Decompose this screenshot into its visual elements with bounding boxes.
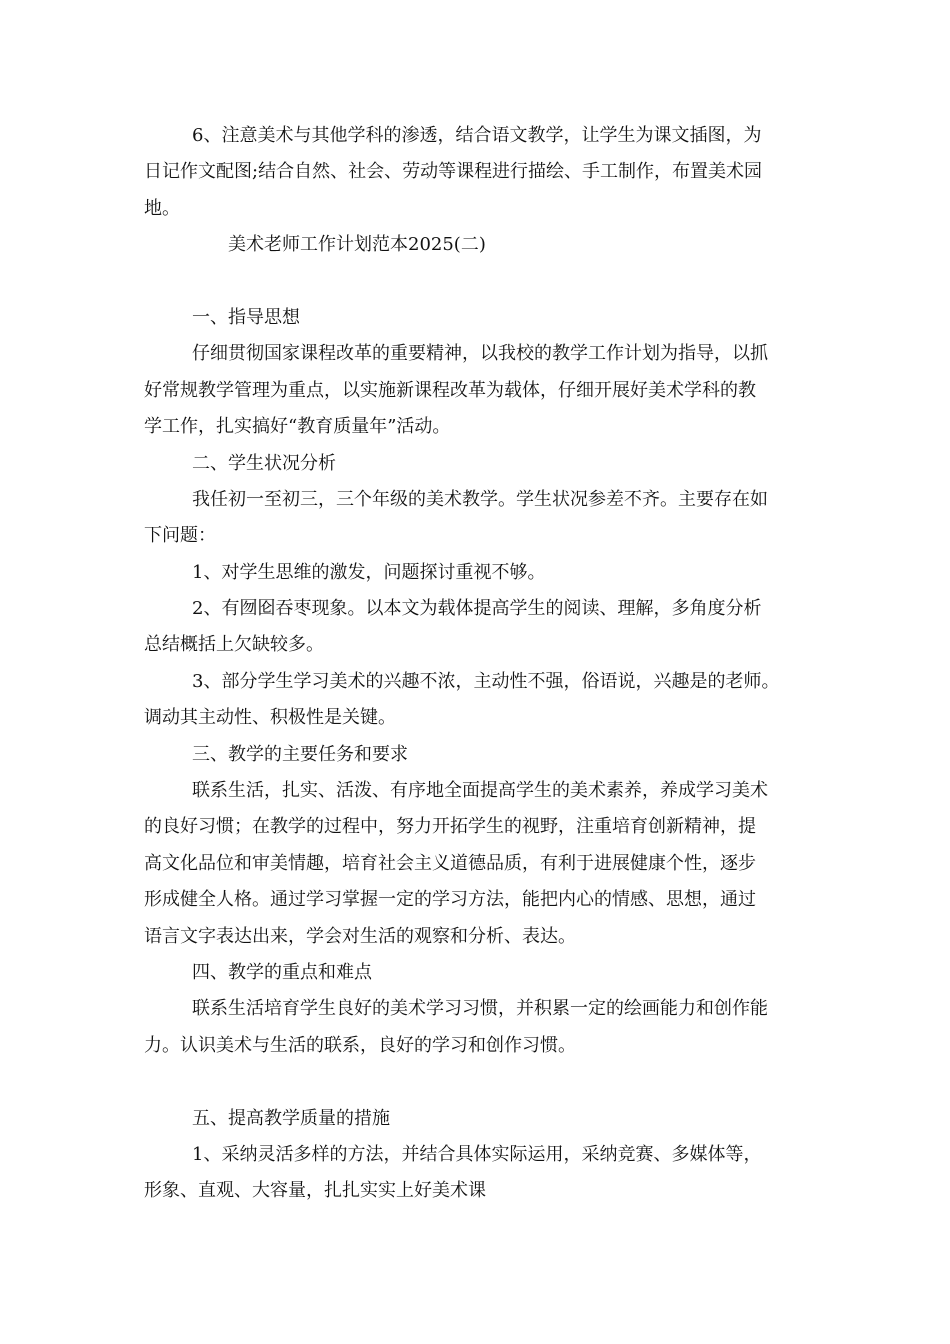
paragraph-line: 力。认识美术与生活的联系，良好的学习和创作习惯。	[144, 1034, 576, 1056]
list-item: 2、有囫囵吞枣现象。以本文为载体提高学生的阅读、理解，多角度分析	[192, 598, 762, 620]
section-heading: 五、提高教学质量的措施	[192, 1107, 390, 1129]
paragraph-line: 联系生活，扎实、活泼、有序地全面提高学生的美术素养，养成学习美术	[192, 780, 768, 802]
paragraph-line: 仔细贯彻国家课程改革的重要精神，以我校的教学工作计划为指导，以抓	[192, 343, 768, 365]
section-heading: 一、指导思想	[192, 306, 300, 328]
paragraph-line: 地。	[144, 197, 180, 219]
section-heading: 四、教学的重点和难点	[192, 961, 372, 983]
blank-line	[144, 1064, 810, 1100]
list-item: 3、部分学生学习美术的兴趣不浓，主动性不强，俗语说，兴趣是的老师。	[192, 670, 780, 692]
paragraph-line: 日记作文配图;结合自然、社会、劳动等课程进行描绘、手工制作，布置美术园	[144, 161, 763, 183]
paragraph-line: 高文化品位和审美情趣，培育社会主义道德品质，有利于进展健康个性，逐步	[144, 852, 756, 874]
list-item: 1、对学生思维的激发，问题探讨重视不够。	[192, 561, 546, 583]
paragraph-line: 我任初一至初三，三个年级的美术教学。学生状况参差不齐。主要存在如	[192, 488, 768, 510]
section-heading: 二、学生状况分析	[192, 452, 336, 474]
paragraph-line: 形象、直观、大容量，扎扎实实上好美术课	[144, 1180, 486, 1202]
paragraph-line: 总结概括上欠缺较多。	[144, 634, 324, 656]
paragraph-line: 下问题：	[144, 525, 216, 547]
blank-line	[144, 264, 810, 300]
paragraph-line: 语言文字表达出来，学会对生活的观察和分析、表达。	[144, 925, 576, 947]
document-title: 美术老师工作计划范本2025(二)	[228, 234, 486, 256]
paragraph-line: 联系生活培育学生良好的美术学习习惯，并积累一定的绘画能力和创作能	[192, 998, 768, 1020]
paragraph-line: 调动其主动性、积极性是关键。	[144, 707, 396, 729]
paragraph-line: 6、注意美术与其他学科的渗透，结合语文教学，让学生为课文插图，为	[192, 125, 762, 146]
document-page	[144, 118, 810, 1210]
paragraph-line: 好常规教学管理为重点，以实施新课程改革为载体，仔细开展好美术学科的教	[144, 379, 756, 401]
list-item: 1、采纳灵活多样的方法，并结合具体实际运用，采纳竞赛、多媒体等，	[192, 1143, 762, 1165]
paragraph-line: 形成健全人格。通过学习掌握一定的学习方法，能把内心的情感、思想，通过	[144, 889, 756, 911]
paragraph-line: 学工作，扎实搞好“教育质量年”活动。	[144, 416, 451, 438]
paragraph-line: 的良好习惯；在教学的过程中，努力开拓学生的视野，注重培育创新精神，提	[144, 816, 756, 838]
section-heading: 三、教学的主要任务和要求	[192, 743, 408, 765]
